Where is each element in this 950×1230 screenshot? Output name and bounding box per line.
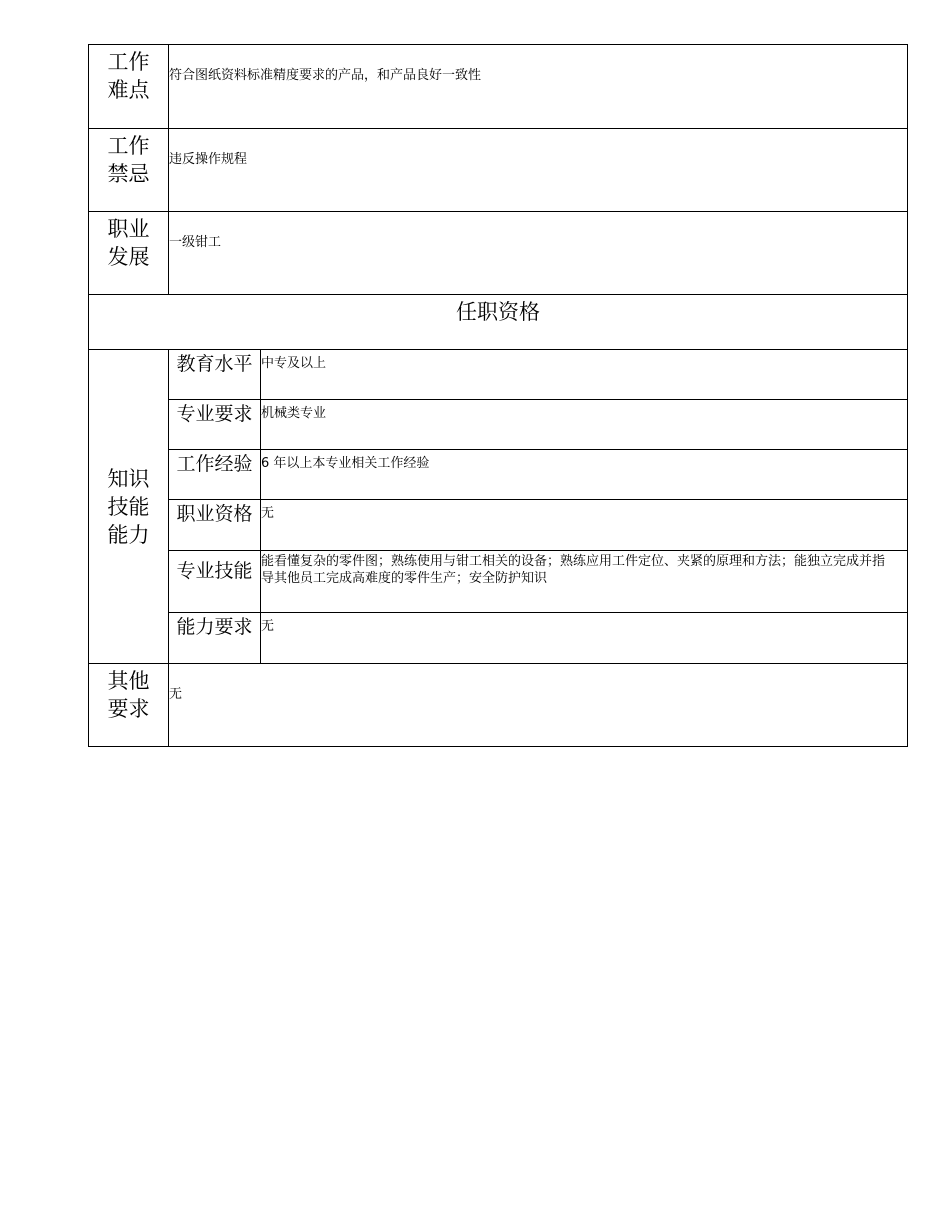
qualifications-section-title: 任职资格 — [89, 295, 908, 350]
work-taboo-label: 工作 禁忌 — [89, 129, 169, 212]
row-work-taboo — [89, 129, 908, 212]
row-work-difficulty — [89, 45, 908, 129]
job-description-table — [88, 44, 908, 747]
ability-requirements-label: 能力要求 — [169, 613, 261, 664]
row-career-development — [89, 212, 908, 295]
row-ability-requirements — [89, 613, 908, 664]
other-requirements-label: 其他 要求 — [89, 664, 169, 747]
major-label: 专业要求 — [169, 400, 261, 450]
row-work-experience — [89, 450, 908, 500]
work-experience-label: 工作经验 — [169, 450, 261, 500]
major-value: 机械类专业 — [261, 400, 908, 450]
certification-label: 职业资格 — [169, 500, 261, 551]
row-major — [89, 400, 908, 450]
row-section-title — [89, 295, 908, 350]
other-requirements-value: 无 — [169, 664, 908, 747]
career-development-label: 职业 发展 — [89, 212, 169, 295]
ability-requirements-value: 无 — [261, 613, 908, 664]
work-taboo-value: 违反操作规程 — [169, 129, 908, 212]
row-professional-skills — [89, 551, 908, 613]
work-difficulty-label: 工作 难点 — [89, 45, 169, 129]
professional-skills-value: 能看懂复杂的零件图；熟练使用与钳工相关的设备；熟练应用工件定位、夹紧的原理和方法；能独立完成并指导其他员工完成高难度的零件生产；安全防护知识 — [261, 551, 908, 613]
row-other-requirements — [89, 664, 908, 747]
education-value: 中专及以上 — [261, 350, 908, 400]
work-experience-value: 6 年以上本专业相关工作经验 — [261, 450, 908, 500]
career-development-value: 一级钳工 — [169, 212, 908, 295]
row-certification — [89, 500, 908, 551]
professional-skills-label: 专业技能 — [169, 551, 261, 613]
knowledge-skills-ability-label: 知识 技能 能力 — [89, 350, 169, 664]
work-difficulty-value: 符合图纸资料标准精度要求的产品，和产品良好一致性 — [169, 45, 908, 129]
row-education — [89, 350, 908, 400]
education-label: 教育水平 — [169, 350, 261, 400]
certification-value: 无 — [261, 500, 908, 551]
